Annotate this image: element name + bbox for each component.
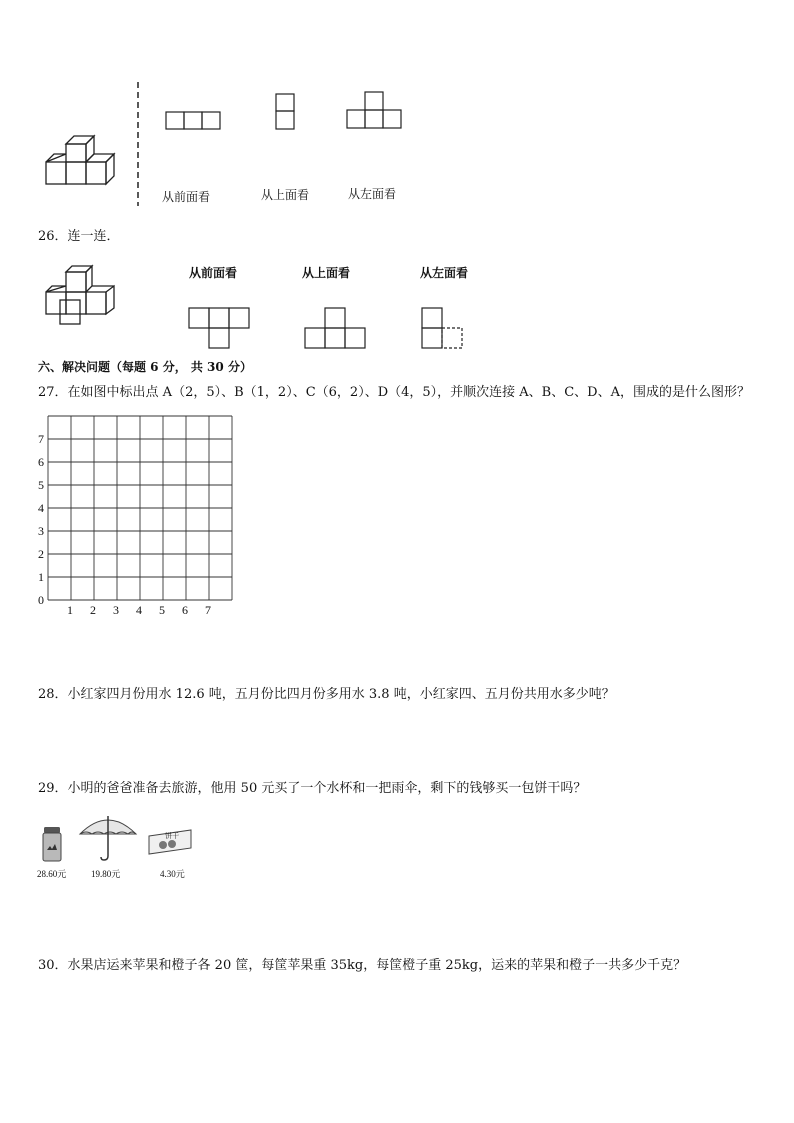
view-top-label: 从上面看 [261, 188, 310, 202]
x-tick-label: 1 [67, 603, 73, 617]
view-top-figure [275, 93, 295, 131]
q26-front-view [188, 307, 250, 349]
cup-image [40, 826, 66, 864]
x-tick-label: 3 [113, 603, 119, 617]
x-tick-label: 6 [182, 603, 188, 617]
dashed-divider [136, 82, 140, 206]
q26-cube-figure [40, 262, 126, 330]
view-front-figure [165, 111, 221, 131]
q26-top-view [304, 307, 366, 349]
view-left-label: 从左面看 [348, 187, 397, 201]
umbrella-price: 19.80元 [91, 869, 121, 879]
q26-left-label: 从左面看 [420, 266, 469, 280]
view-front-label: 从前面看 [162, 190, 211, 204]
q26-left-view [421, 307, 465, 349]
y-tick-label: 6 [38, 455, 44, 469]
biscuit-price: 4.30元 [160, 869, 185, 879]
y-tick-label: 0 [38, 593, 44, 607]
y-tick-label: 1 [38, 570, 44, 584]
y-tick-label: 7 [38, 432, 44, 446]
y-tick-label: 4 [38, 501, 44, 515]
x-tick-label: 2 [90, 603, 96, 617]
umbrella-image [78, 812, 138, 862]
section6-heading: 六、解决问题（每题 6 分， 共 30 分） [38, 360, 252, 374]
q26-front-label: 从前面看 [189, 266, 238, 280]
q26-top-label: 从上面看 [302, 266, 351, 280]
q30-question: 30．水果店运来苹果和橙子各 20 筐，每筐苹果重 35kg，每筐橙子重 25kg，运来的苹果和橙子一共多少千克？ [38, 958, 687, 973]
x-tick-label: 5 [159, 603, 165, 617]
cup-price: 28.60元 [37, 869, 67, 879]
biscuit-image [147, 828, 193, 856]
x-tick-label: 4 [136, 603, 142, 617]
x-tick-label: 7 [205, 603, 211, 617]
cube-stack-figure [40, 126, 130, 190]
q26-title: 26．连一连． [38, 229, 120, 244]
q27-question: 27．在如图中标出点 A（2，5）、B（1，2）、C（6，2）、D（4，5），并顺次连接 A、B、C、D、A，围成的是什么图形？ [38, 385, 750, 400]
view-left-figure [346, 91, 402, 131]
q29-question: 29．小明的爸爸准备去旅游，他用 50 元买了一个水杯和一把雨伞，剩下的钱够买一包饼干吗？ [38, 781, 587, 796]
q28-question: 28．小红家四月份用水 12.6 吨，五月份比四月份多用水 3.8 吨，小红家四、五月份共用水多少吨？ [38, 687, 615, 702]
y-tick-label: 5 [38, 478, 44, 492]
coordinate-grid [34, 408, 244, 618]
y-tick-label: 3 [38, 524, 44, 538]
y-tick-label: 2 [38, 547, 44, 561]
biscuit-label: 饼干 [165, 832, 179, 840]
